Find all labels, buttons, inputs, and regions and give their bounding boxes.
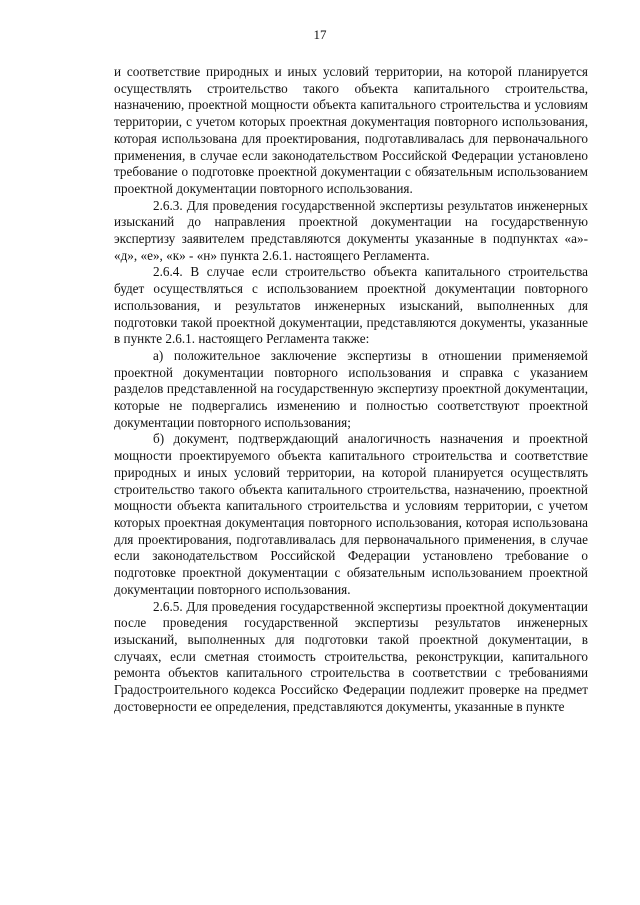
page-number: 17 (313, 27, 327, 42)
paragraph-2-6-4: 2.6.4. В случае если строительство объекта капитального строительства будет осуществляться с использованием проектной документации повторного использования, и результатов инженерных изысканий, выполненных для подготовки такой проектной документации, представляются документы, указанные в пункте 2.6.1. настоящего Регламента также: (114, 264, 588, 347)
paragraph-continuation: и соответствие природных и иных условий территории, на которой планируется осуществлять строительство такого объекта капитального строительства, назначению, проектной мощности объекта капитального строительства и условиям территории, с учетом которых проектная документация повторного использования, которая использована для проектирования, подготавливалась для первоначального применения, в случае если законодательством Российской Федерации установлено требование о подготовке проектной документации с обязательным использованием проектной документации повторного использования. (114, 64, 588, 196)
paragraph-2-6-5: 2.6.5. Для проведения государственной экспертизы проектной документации после проведения государственной экспертизы результатов инженерных изысканий, выполненных для подготовки такой проектной документации, в случаях, если сметная стоимость строительства, реконструкции, капитального ремонта объектов капитального строительства в соответствии с требованиями Градостроительного кодекса Российско Федерации подлежит проверке на предмет достоверности ее определения, представляются документы, указанные в пункте (114, 598, 588, 714)
document-body (114, 64, 588, 715)
paragraph-item-b: б) документ, подтверждающий аналогичность назначения и проектной мощности проектируемого объекта капитального строительства и соответствие природных и иных условий территории, на которой планируется осуществлять строительство такого объекта капитального строительства, назначению, проектной мощности объекта капитального строительства и условиям территории, с учетом которых проектная документация повторного использования, которая использована для проектирования, подготавливалась для первоначального применения, в случае если законодательством Российской Федерации установлено требование о подготовке проектной документации с обязательным использованием проектной документации повторного использования. (114, 431, 588, 597)
paragraph-item-a: а) положительное заключение экспертизы в отношении применяемой проектной документации повторного использования и справка с указанием разделов представленной на государственную экспертизу проектной документации, которые не подвергались изменению и полностью соответствуют проектной документации повторного использования; (114, 347, 588, 430)
paragraph-2-6-3: 2.6.3. Для проведения государственной экспертизы результатов инженерных изысканий до направления проектной документации на государственную экспертизу заявителем представляются документы указанные в подпунктах «а»- «д», «е», «к» - «н» пункта 2.6.1. настоящего Регламента. (114, 197, 588, 263)
